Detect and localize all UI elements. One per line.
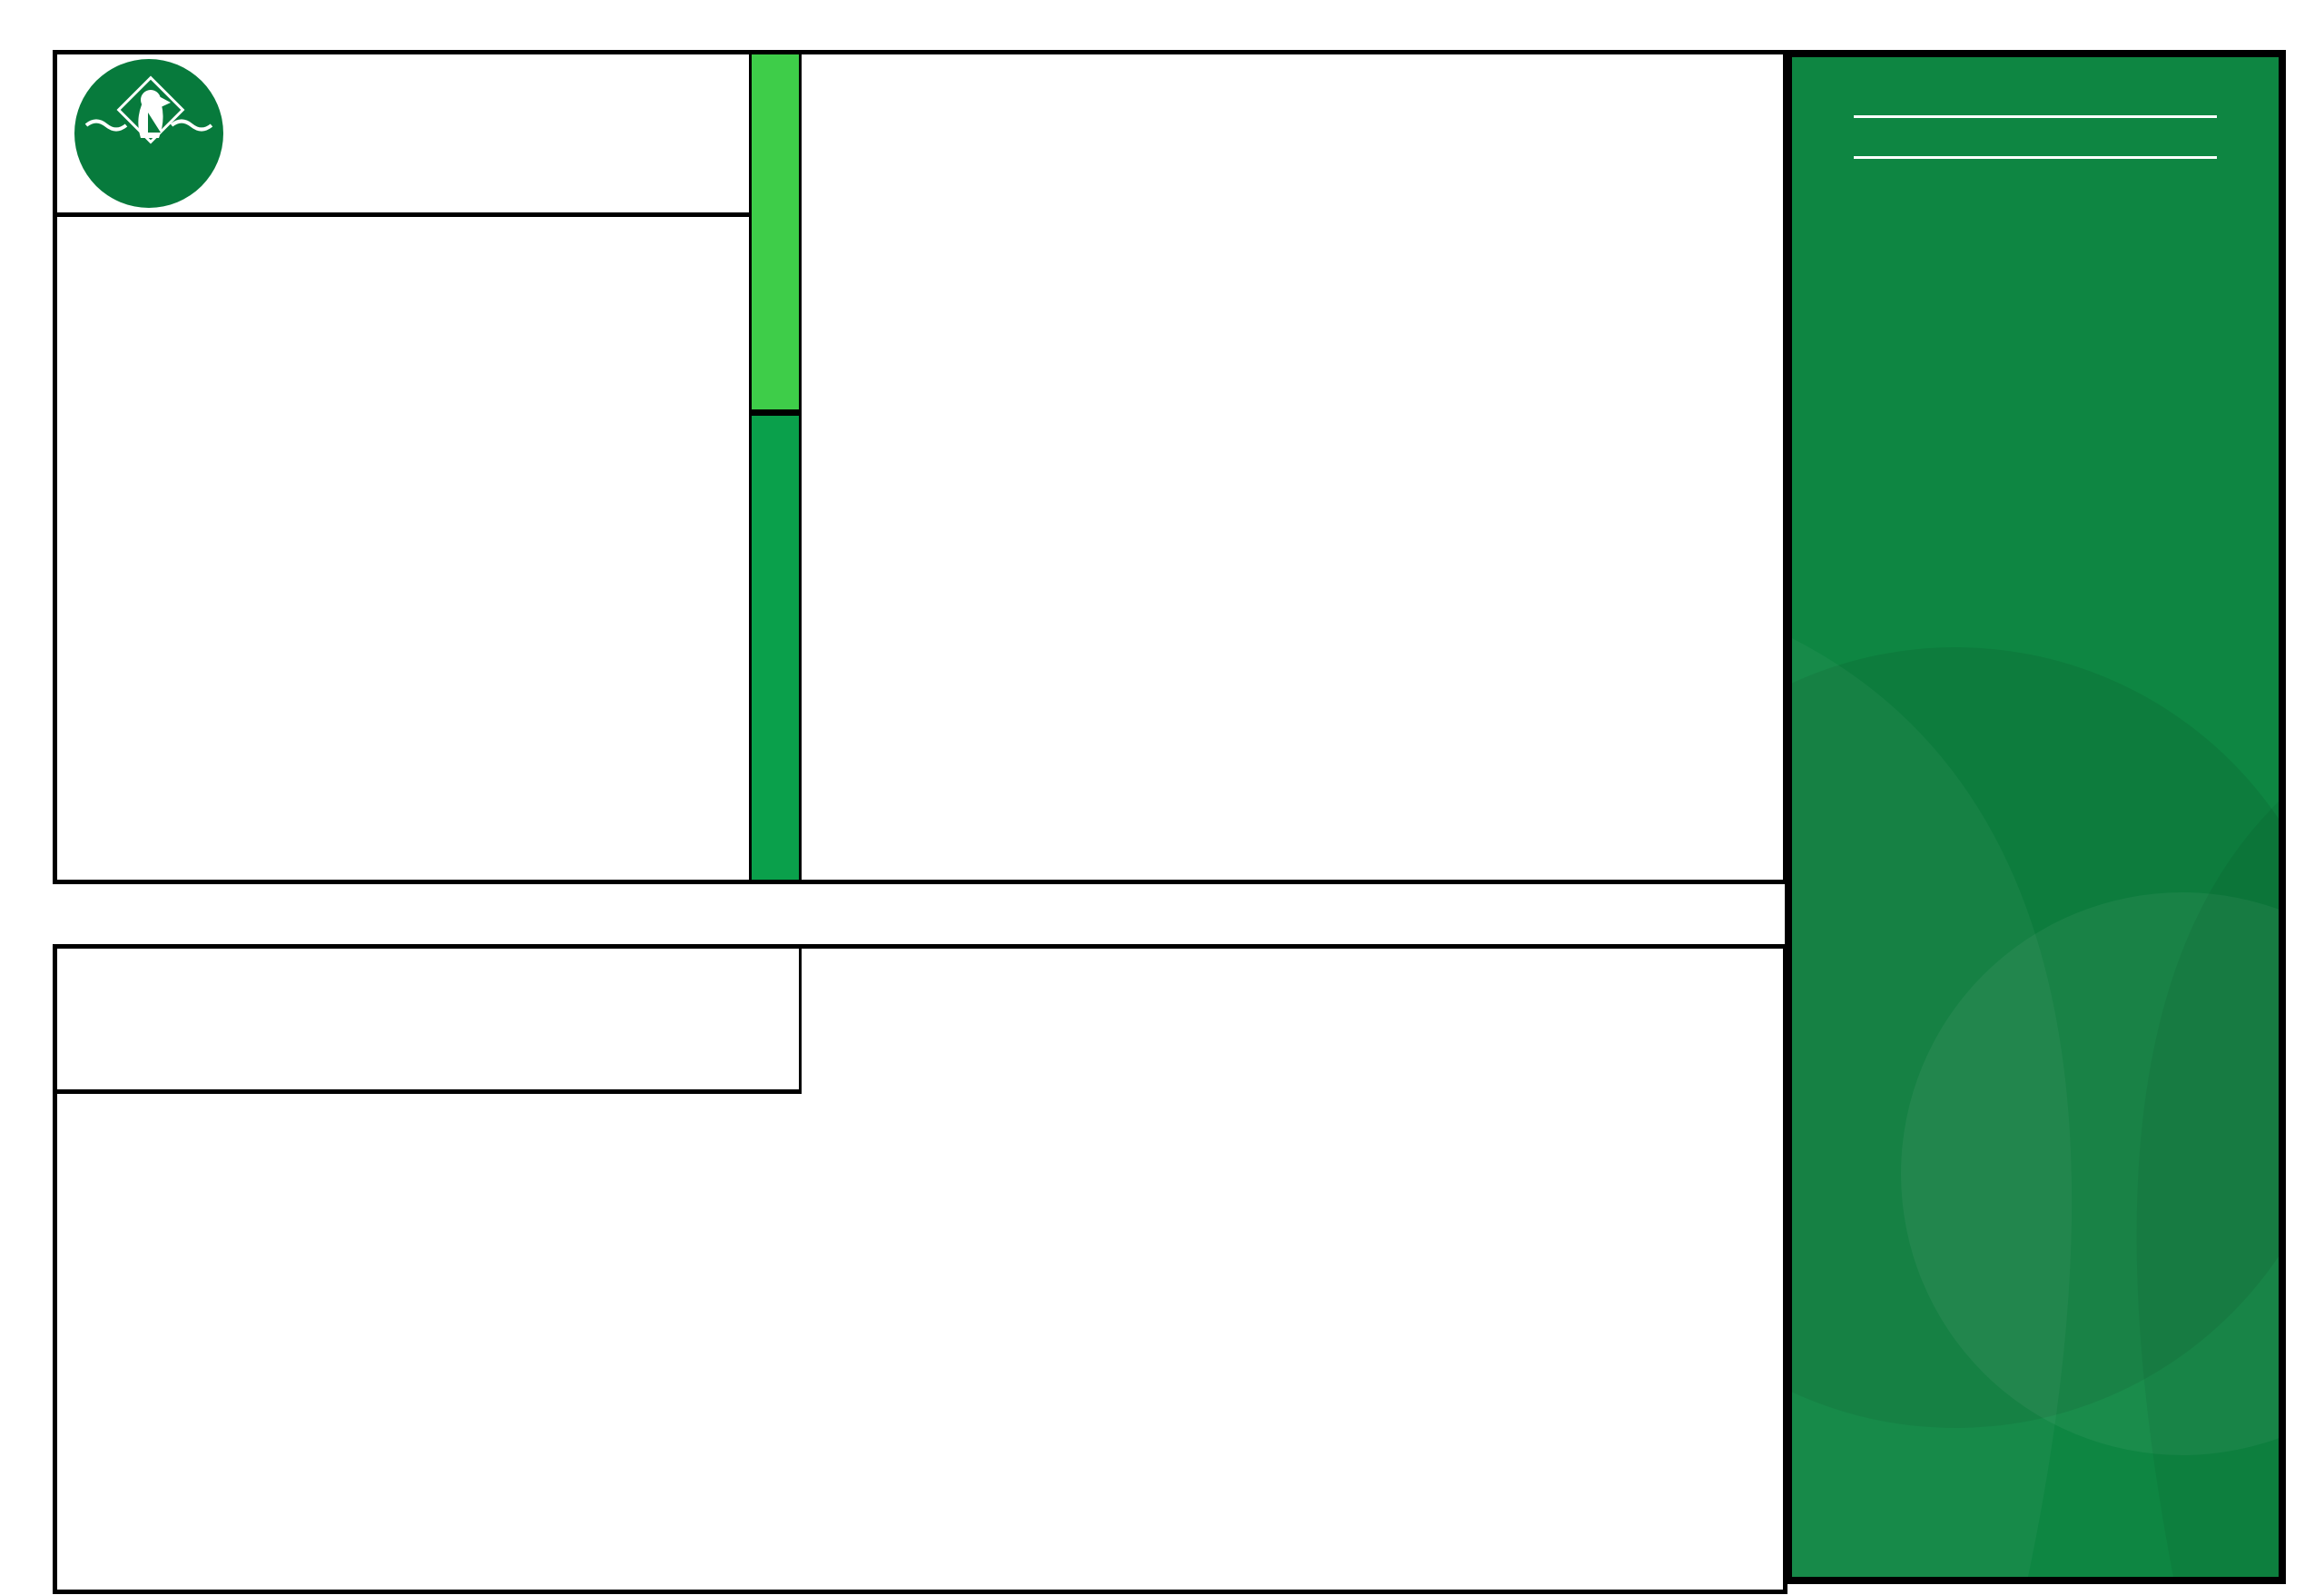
band-without-sanitary [749, 54, 802, 416]
campsite-logo [72, 56, 226, 211]
divider [1854, 115, 2217, 118]
parrot-logo-icon [72, 56, 226, 211]
terms-panel [1785, 50, 2286, 1584]
band-with-sanitary [749, 416, 802, 880]
table-header [57, 54, 749, 217]
watermark-bird-icon [1792, 57, 2279, 1577]
divider [1854, 156, 2217, 159]
bare-pitches-table [53, 944, 1787, 1594]
accommodation-table [53, 50, 1787, 884]
bare-pitches-header [57, 949, 802, 1094]
